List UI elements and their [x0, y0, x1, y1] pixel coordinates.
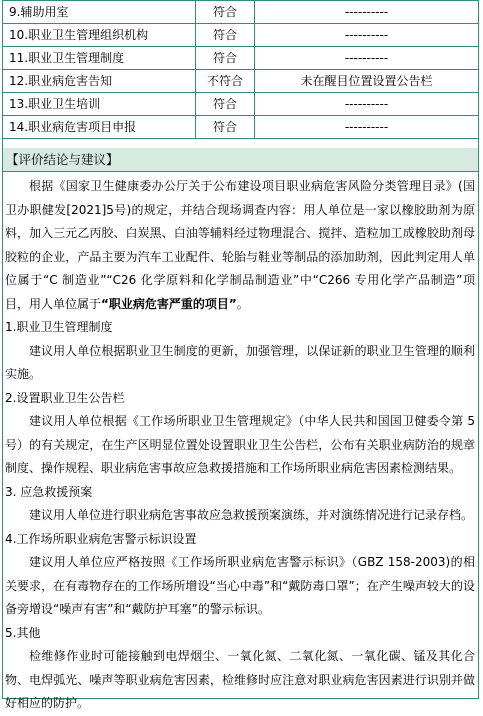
item-paragraph: 建议用人单位根据《工作场所职业卫生管理规定》（中华人民共和国国卫健委令第 5 号）的有关规定，在生产区明显位置处设置职业卫生公告栏，公布有关职业病防治的规章制度、操作规程、职业病危害事故应急救援措施和工作场所职业病危害因素检测结果。 — [5, 414, 475, 475]
evaluation-items-table — [2, 0, 479, 139]
table-row — [3, 116, 479, 139]
item-heading: 2.设置职业卫生公告栏 — [5, 390, 125, 405]
item-heading: 5.其他 — [5, 625, 41, 640]
item-result: 符合 — [196, 93, 255, 116]
item-name: 12.职业病危害告知 — [3, 70, 196, 93]
item-result: 符合 — [196, 47, 255, 70]
item-note: ---------- — [255, 1, 479, 24]
item-note: ---------- — [255, 93, 479, 116]
item-heading: 3. 应急救援预案 — [5, 484, 93, 499]
item-heading: 1.职业卫生管理制度 — [5, 320, 113, 334]
item-name: 10.职业卫生管理组织机构 — [3, 24, 196, 47]
conclusion-body — [5, 175, 475, 716]
item-paragraph: 建议用人单位根据职业卫生制度的更新，加强管理，以保证新的职业卫生管理的顺利实施。 — [5, 343, 475, 381]
item-paragraph: 建议用人单位应严格按照《工作场所职业病危害警示标识》（GBZ 158-2003)的相关要求，在有毒物存在的工作场所增设“当心中毒”和“戴防毒口罩”；在产生噪声较大的设备旁增设“噪声有害”和“戴防护耳塞”的警示标识。 — [5, 555, 475, 616]
item-note: ---------- — [255, 47, 479, 70]
table-row — [3, 47, 479, 70]
intro-end: 。 — [236, 296, 249, 311]
item-name: 11.职业卫生管理制度 — [3, 47, 196, 70]
intro-emphasis: “职业病危害严重的项目” — [101, 296, 237, 311]
item-note: 未在醒目位置设置公告栏 — [255, 70, 479, 93]
item-result: 符合 — [196, 116, 255, 139]
item-name: 14.职业病危害项目申报 — [3, 116, 196, 139]
table-row — [3, 93, 479, 116]
item-note: ---------- — [255, 116, 479, 139]
item-name: 13.职业卫生培训 — [3, 93, 196, 116]
table-row — [3, 70, 479, 93]
item-result: 不符合 — [196, 70, 255, 93]
item-result: 符合 — [196, 1, 255, 24]
item-name: 9.辅助用室 — [3, 1, 196, 24]
intro-paragraph — [5, 175, 475, 316]
intro-text: 根据《国家卫生健康委办公厅关于公布建设项目职业病危害风险分类管理目录》(国卫办职健发[2021]5号)的规定，并结合现场调查内容：用人单位是一家以橡胶助剂为原料，加入三元乙丙胶、白炭黑、白油等辅料经过物理混合、搅拌、造粒加工成橡胶助剂母胶粒的企业，产品主要为汽车工业配件、轮胎与鞋业等制品的添加助剂，因此判定用人单位属于“C 制造业”“C26 化学原料和化学制品制造业”中“C266 专用化学产品制造”项目，用人单位属于 — [5, 179, 475, 311]
item-heading: 4.工作场所职业病危害警示标识设置 — [5, 531, 197, 546]
section-title: 【评价结论与建议】 — [3, 148, 478, 172]
item-note: ---------- — [255, 24, 479, 47]
item-result: 符合 — [196, 24, 255, 47]
item-paragraph: 检维修作业时可能接触到电焊烟尘、一氧化氮、二氧化氮、一氧化碳、锰及其化合物、电焊弧光、噪声等职业病危害因素，检维修时应注意对职业病危害因素进行识别并做好相应的防护。 — [5, 649, 475, 710]
table-row — [3, 24, 479, 47]
item-paragraph: 建议用人单位进行职业病危害事故应急救援预案演练，并对演练情况进行记录存档。 — [29, 508, 474, 522]
table-row — [3, 1, 479, 24]
